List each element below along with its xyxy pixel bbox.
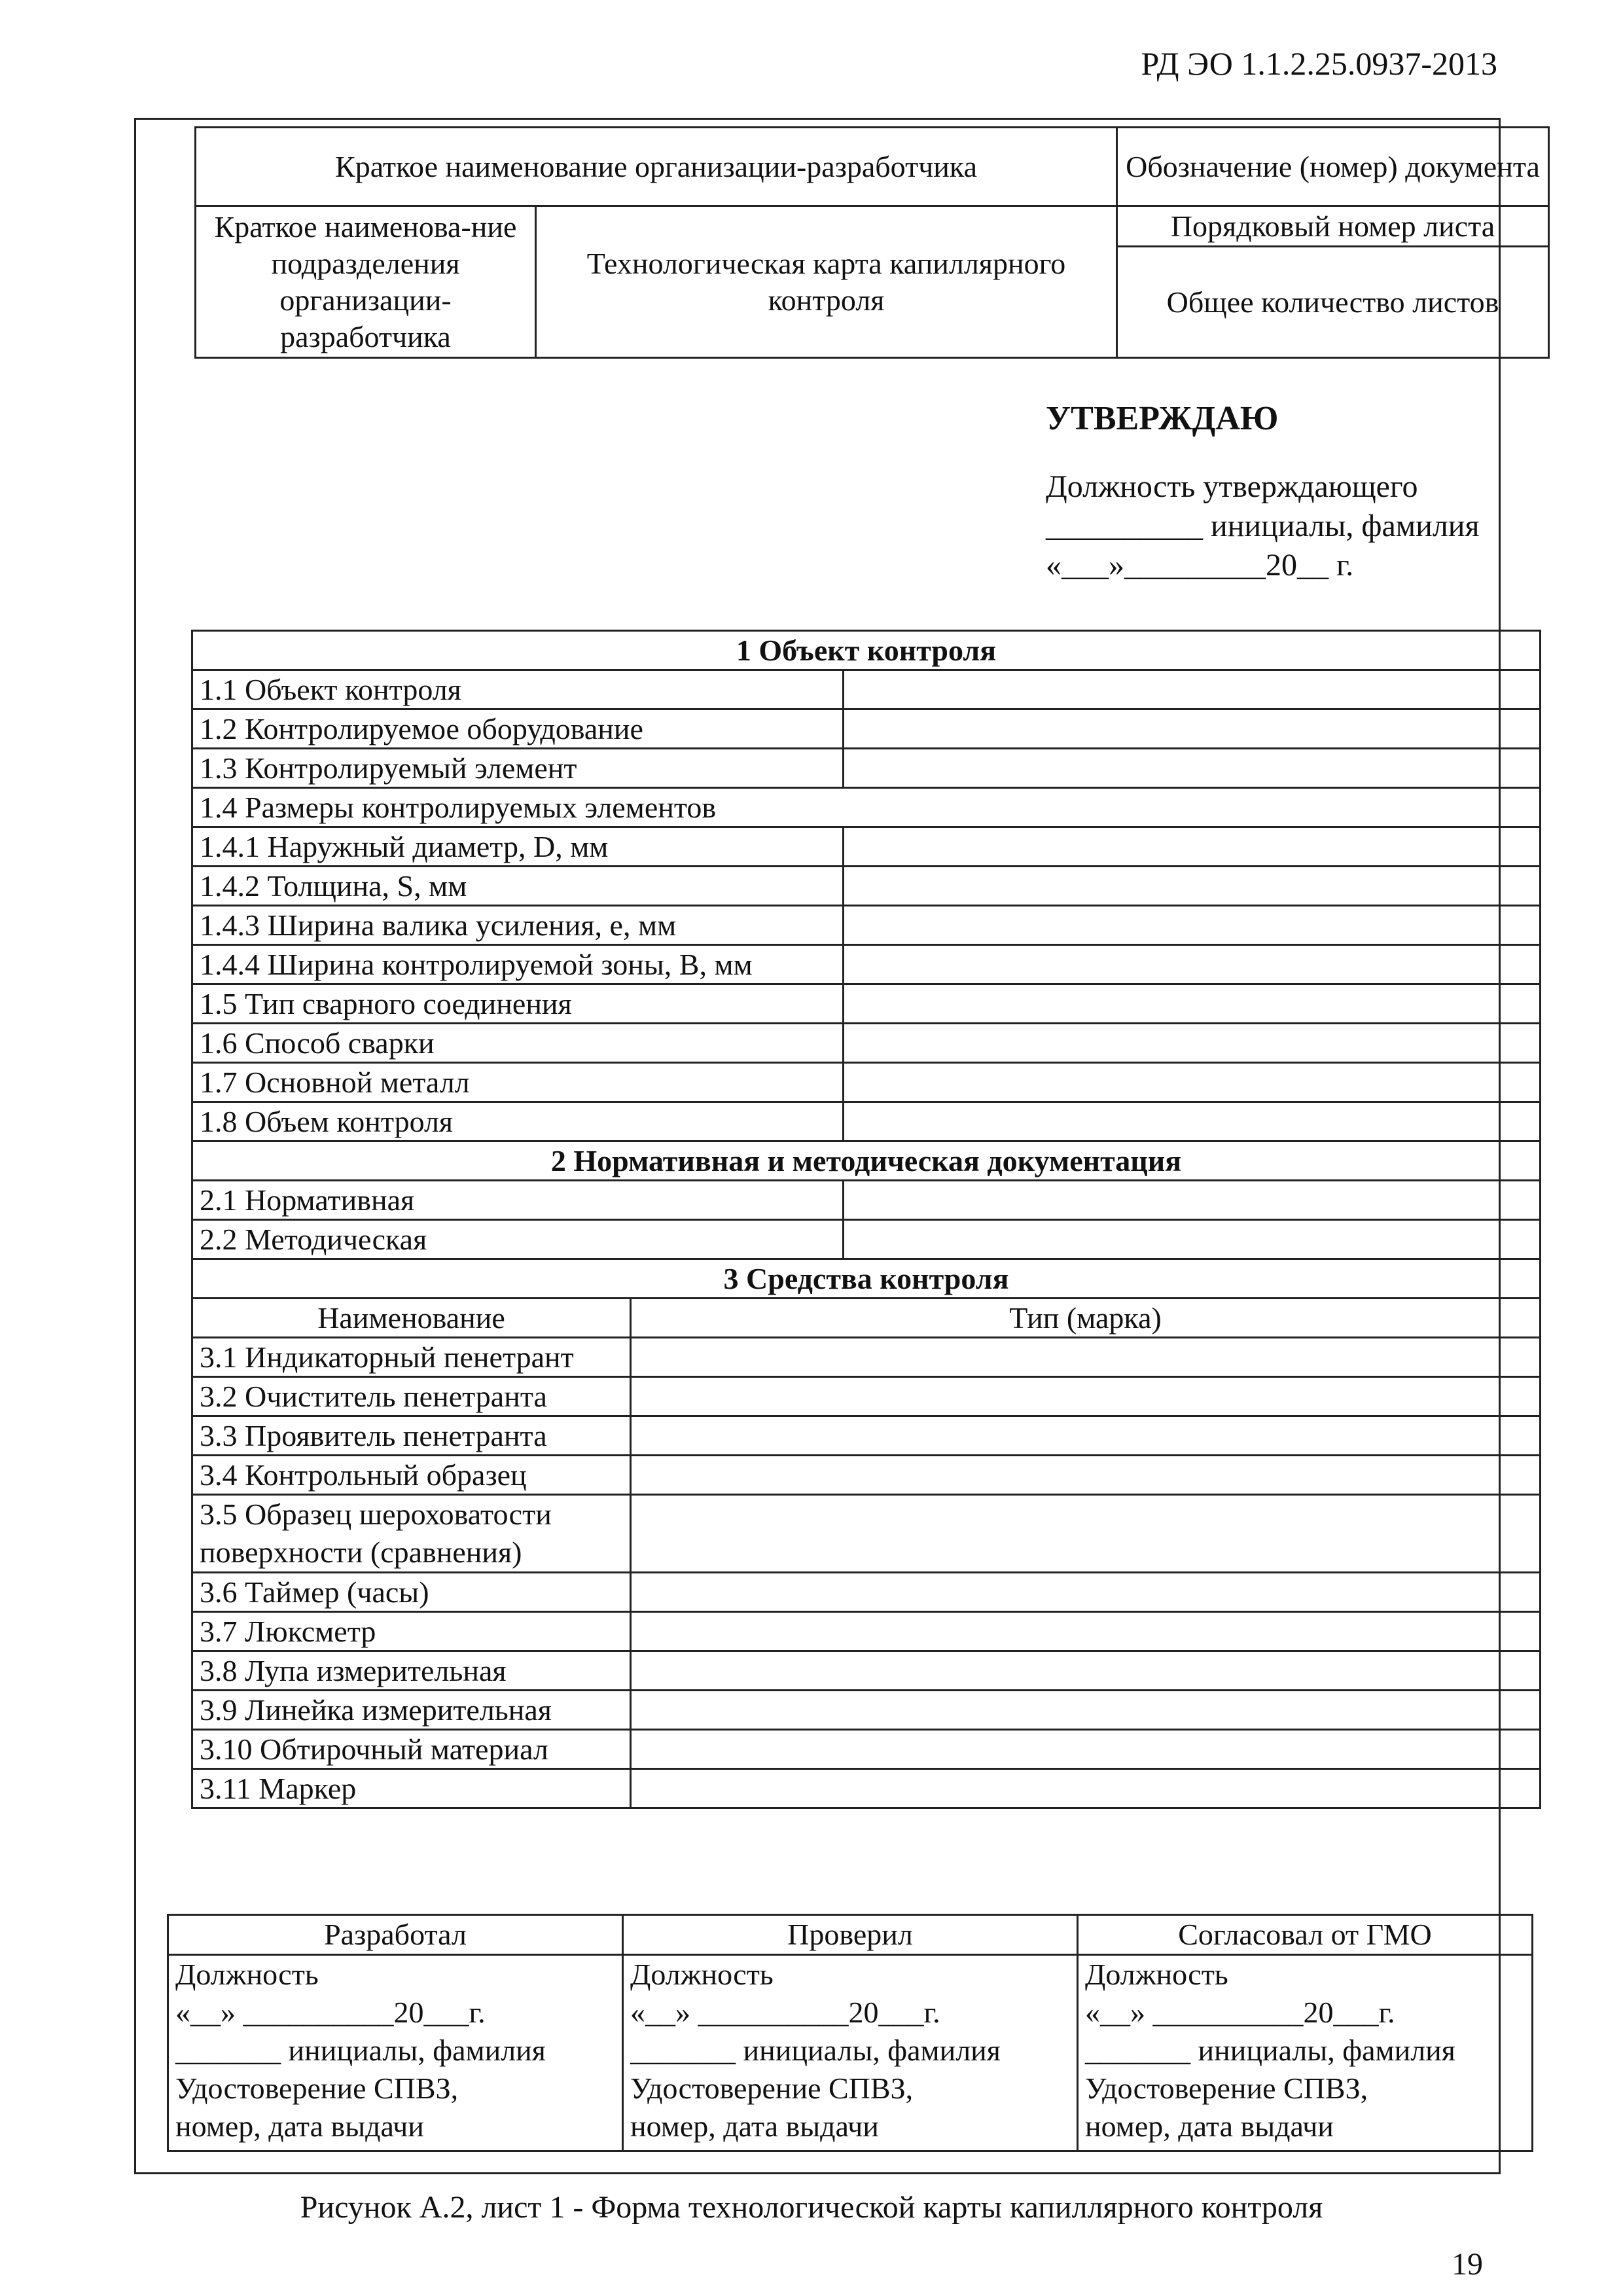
section1-title: 1 Объект контроля: [192, 631, 1541, 670]
name-line: _______ инициалы, фамилия: [1085, 2034, 1455, 2067]
value-cell[interactable]: [631, 1612, 1541, 1651]
table-row: [192, 1612, 1541, 1651]
value-cell[interactable]: [631, 1495, 1541, 1573]
row-label: 1.4.2 Толщина, S, мм: [192, 867, 844, 906]
row-label: 3.9 Линейка измерительная: [192, 1691, 631, 1730]
table-row: [192, 1456, 1541, 1495]
value-cell[interactable]: [844, 1063, 1541, 1102]
agreed-by-block[interactable]: [1078, 1955, 1533, 2151]
value-cell[interactable]: [631, 1573, 1541, 1612]
table-row: [192, 867, 1541, 906]
value-cell[interactable]: [631, 1651, 1541, 1691]
value-cell[interactable]: [631, 1769, 1541, 1808]
page-number: 19: [1452, 2247, 1483, 2282]
table-row: [192, 1769, 1541, 1808]
row-label: 3.5 Образец шероховатости поверхности (сравнения): [192, 1495, 631, 1573]
row-label: 1.5 Тип сварного соединения: [192, 984, 844, 1024]
section2-title: 2 Нормативная и методическая документация: [192, 1141, 1541, 1181]
table-row: [192, 1495, 1541, 1573]
approval-title: УТВЕРЖДАЮ: [1046, 400, 1279, 437]
figure-caption: Рисунок А.2, лист 1 - Форма технологической карты капиллярного контроля: [300, 2190, 1323, 2225]
value-cell[interactable]: [631, 1338, 1541, 1377]
row-label: 2.2 Методическая: [192, 1220, 844, 1259]
value-cell[interactable]: [844, 984, 1541, 1024]
table-row: [192, 749, 1541, 788]
value-cell[interactable]: [844, 1102, 1541, 1141]
date-line: «__» __________20___г.: [1085, 1996, 1395, 2029]
table-row: [192, 984, 1541, 1024]
row-label: 1.4.3 Ширина валика усиления, e, мм: [192, 906, 844, 945]
total-sheets: Общее количество листов: [1117, 247, 1549, 358]
developed-by-heading: Разработал: [168, 1915, 623, 1955]
position-label: Должность: [175, 1958, 319, 1991]
table-row: [192, 1338, 1541, 1377]
value-cell[interactable]: [631, 1416, 1541, 1456]
table-row: [192, 1220, 1541, 1259]
main-form-table: [191, 630, 1541, 1809]
row-label: 1.6 Способ сварки: [192, 1024, 844, 1063]
row-label: 3.4 Контрольный образец: [192, 1456, 631, 1495]
row-label: 3.1 Индикаторный пенетрант: [192, 1338, 631, 1377]
column-header-type: Тип (марка): [631, 1299, 1541, 1338]
value-cell[interactable]: [844, 709, 1541, 749]
table-row: [192, 1416, 1541, 1456]
value-cell[interactable]: [631, 1377, 1541, 1416]
table-row: [192, 788, 1541, 827]
section3-title: 3 Средства контроля: [192, 1259, 1541, 1299]
row-label: 1.1 Объект контроля: [192, 670, 844, 709]
value-cell[interactable]: [844, 906, 1541, 945]
developed-by-block[interactable]: [168, 1955, 623, 2151]
approval-name-line: __________ инициалы, фамилия: [1046, 509, 1480, 543]
value-cell[interactable]: [844, 945, 1541, 984]
row-label: 3.3 Проявитель пенетранта: [192, 1416, 631, 1456]
approval-block: [1046, 399, 1480, 585]
column-header-name: Наименование: [192, 1299, 631, 1338]
cert-label: Удостоверение СПВЗ,: [1085, 2072, 1368, 2105]
checked-by-block[interactable]: [623, 1955, 1078, 2151]
value-cell[interactable]: [844, 867, 1541, 906]
cert-details-label: номер, дата выдачи: [1085, 2109, 1334, 2143]
value-cell[interactable]: [631, 1691, 1541, 1730]
dept-short-name: Краткое наименова-ние подразделения организации-разработчика: [196, 206, 536, 358]
value-cell[interactable]: [844, 670, 1541, 709]
table-row: [192, 1651, 1541, 1691]
org-short-name: Краткое наименование организации-разработчика: [196, 128, 1117, 206]
date-line: «__» __________20___г.: [630, 1996, 940, 2029]
cert-label: Удостоверение СПВЗ,: [630, 2072, 914, 2105]
sheet-number: Порядковый номер листа: [1117, 206, 1549, 247]
value-cell[interactable]: [844, 1220, 1541, 1259]
table-row: [192, 945, 1541, 984]
value-cell[interactable]: [631, 1456, 1541, 1495]
row-label: 1.3 Контролируемый элемент: [192, 749, 844, 788]
row-label: 3.8 Лупа измерительная: [192, 1651, 631, 1691]
row-label: 1.7 Основной металл: [192, 1063, 844, 1102]
table-row: [192, 1730, 1541, 1769]
table-row: [192, 1377, 1541, 1416]
value-cell[interactable]: [844, 1181, 1541, 1220]
row-label: 3.6 Таймер (часы): [192, 1573, 631, 1612]
table-row: [192, 1063, 1541, 1102]
name-line: _______ инициалы, фамилия: [175, 2034, 546, 2067]
value-cell[interactable]: [844, 749, 1541, 788]
approval-date-line: «___»_________20__ г.: [1046, 548, 1354, 583]
table-row: [192, 1102, 1541, 1141]
row-label: 3.11 Маркер: [192, 1769, 631, 1808]
table-row: [192, 827, 1541, 867]
row-label: 2.1 Нормативная: [192, 1181, 844, 1220]
name-line: _______ инициалы, фамилия: [630, 2034, 1001, 2067]
position-label: Должность: [630, 1958, 774, 1991]
table-row: [192, 1691, 1541, 1730]
value-cell[interactable]: [844, 1024, 1541, 1063]
cert-details-label: номер, дата выдачи: [175, 2109, 424, 2143]
cert-label: Удостоверение СПВЗ,: [175, 2072, 459, 2105]
doc-designation: Обозначение (номер) документа: [1117, 128, 1549, 206]
table-row: [192, 1024, 1541, 1063]
row-label: 1.4 Размеры контролируемых элементов: [192, 788, 1541, 827]
position-label: Должность: [1085, 1958, 1228, 1991]
cert-details-label: номер, дата выдачи: [630, 2109, 879, 2143]
card-title: Технологическая карта капиллярного контроля: [536, 206, 1117, 358]
row-label: 1.4.4 Ширина контролируемой зоны, B, мм: [192, 945, 844, 984]
table-row: [192, 906, 1541, 945]
row-label: 3.2 Очиститель пенетранта: [192, 1377, 631, 1416]
row-label: 3.10 Обтирочный материал: [192, 1730, 631, 1769]
date-line: «__» __________20___г.: [175, 1996, 486, 2029]
row-label: 1.4.1 Наружный диаметр, D, мм: [192, 827, 844, 867]
agreed-by-heading: Согласовал от ГМО: [1078, 1915, 1533, 1955]
row-label: 3.7 Люксметр: [192, 1612, 631, 1651]
table-row: [192, 1573, 1541, 1612]
checked-by-heading: Проверил: [623, 1915, 1078, 1955]
table-row: [192, 709, 1541, 749]
table-row: [192, 670, 1541, 709]
value-cell[interactable]: [631, 1730, 1541, 1769]
header-table: [194, 126, 1550, 359]
row-label: 1.8 Объем контроля: [192, 1102, 844, 1141]
row-label: 1.2 Контролируемое оборудование: [192, 709, 844, 749]
signature-table: [167, 1914, 1533, 2152]
document-code: РД ЭО 1.1.2.25.0937-2013: [1141, 45, 1497, 82]
value-cell[interactable]: [844, 827, 1541, 867]
approval-position: Должность утверждающего: [1046, 469, 1418, 504]
table-row: [192, 1181, 1541, 1220]
